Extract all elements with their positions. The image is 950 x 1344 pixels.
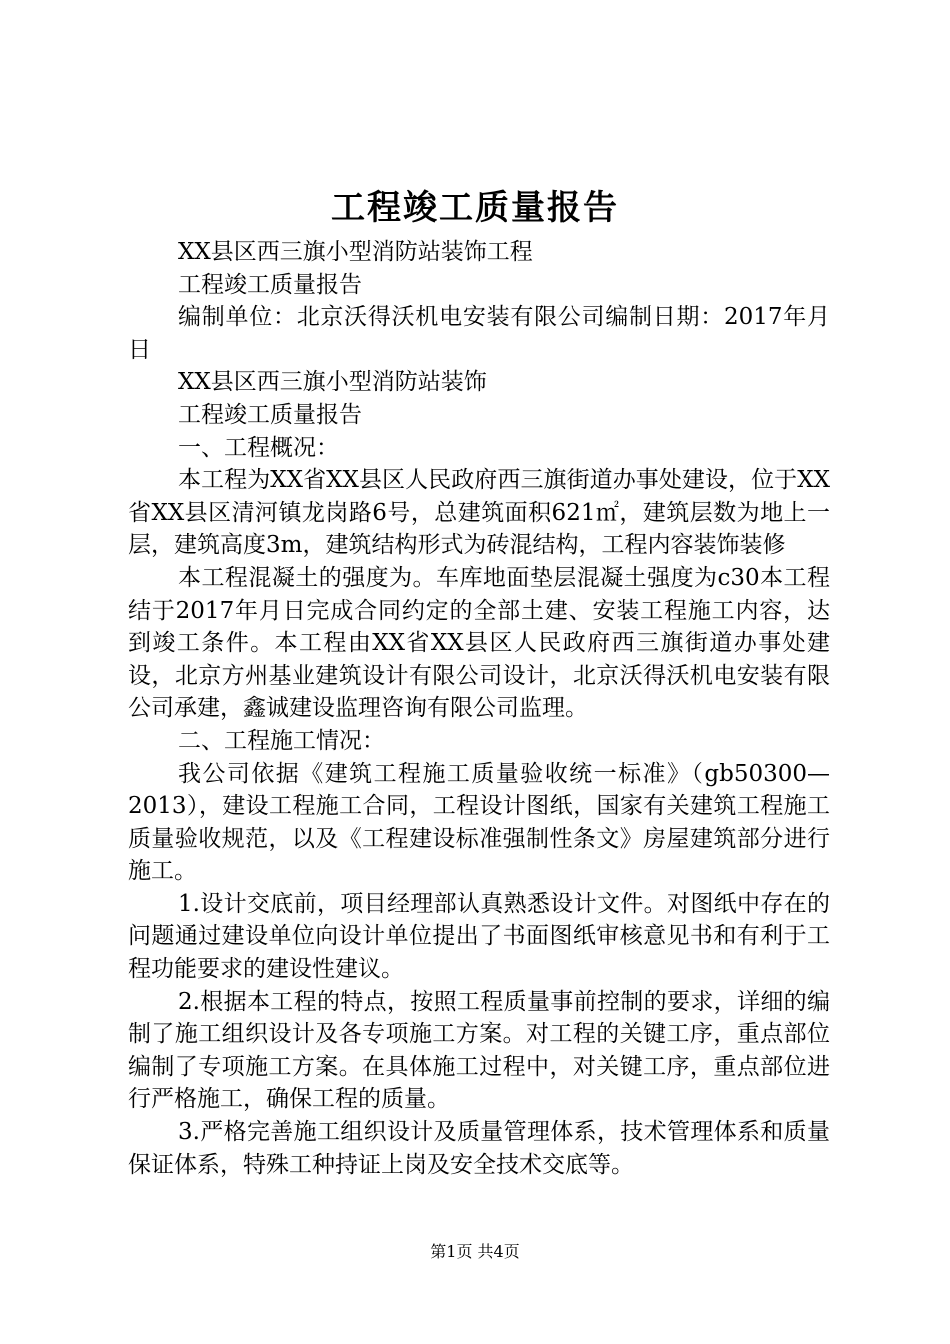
paragraph-concrete: 本工程混凝土的强度为。车库地面垫层混凝土强度为c30本工程结于2017年月日完成合同约定的全部土建、安装工程施工内容，达到竣工条件。本工程由XX省XX县区人民政府西三旗街道办事处建设，北京方州基业建筑设计有限公司设计，北京沃得沃机电安装有限公司承建，鑫诚建设监理咨询有限公司监理。 (128, 564, 830, 722)
section-heading-construction: 二、工程施工情况： (178, 727, 385, 754)
page-footer: 第1页 共4页 (430, 1242, 520, 1261)
paragraph-project-name: XX县区西三旗小型消防站装饰工程 (178, 239, 533, 265)
document-body (128, 236, 830, 1181)
paragraph-project-name-2: XX县区西三旗小型消防站装饰 (178, 369, 487, 396)
section-heading-overview: 一、工程概况： (178, 434, 339, 461)
paragraph-compiler: 编制单位：北京沃得沃机电安装有限公司编制日期：2017年月日 (128, 304, 830, 363)
paragraph-item-3: 3.严格完善施工组织设计及质量管理体系，技术管理体系和质量保证体系，特殊工种持证上岗及安全技术交底等。 (128, 1119, 830, 1178)
document-title: 工程竣工质量报告 (331, 188, 619, 228)
paragraph-report-title: 工程竣工质量报告 (178, 271, 362, 298)
paragraph-report-title-2: 工程竣工质量报告 (178, 401, 362, 428)
paragraph-standards: 我公司依据《建筑工程施工质量验收统一标准》（gb50300—2013），建设工程施工合同，工程设计图纸，国家有关建筑工程施工质量验收规范，以及《工程建设标准强制性条文》房屋建筑部分进行施工。 (128, 760, 830, 885)
paragraph-item-1: 1.设计交底前，项目经理部认真熟悉设计文件。对图纸中存在的问题通过建设单位向设计单位提出了书面图纸审核意见书和有利于工程功能要求的建设性建议。 (128, 890, 830, 983)
paragraph-overview: 本工程为XX省XX县区人民政府西三旗街道办事处建设，位于XX省XX县区清河镇龙岗路6号，总建筑面积621㎡，建筑层数为地上一层，建筑高度3m，建筑结构形式为砖混结构，工程内容装饰装修 (128, 467, 830, 559)
paragraph-item-2: 2.根据本工程的特点，按照工程质量事前控制的要求，详细的编制了施工组织设计及各专项施工方案。对工程的关键工序，重点部位编制了专项施工方案。在具体施工过程中，对关键工序，重点部位进行严格施工，确保工程的质量。 (128, 988, 830, 1113)
